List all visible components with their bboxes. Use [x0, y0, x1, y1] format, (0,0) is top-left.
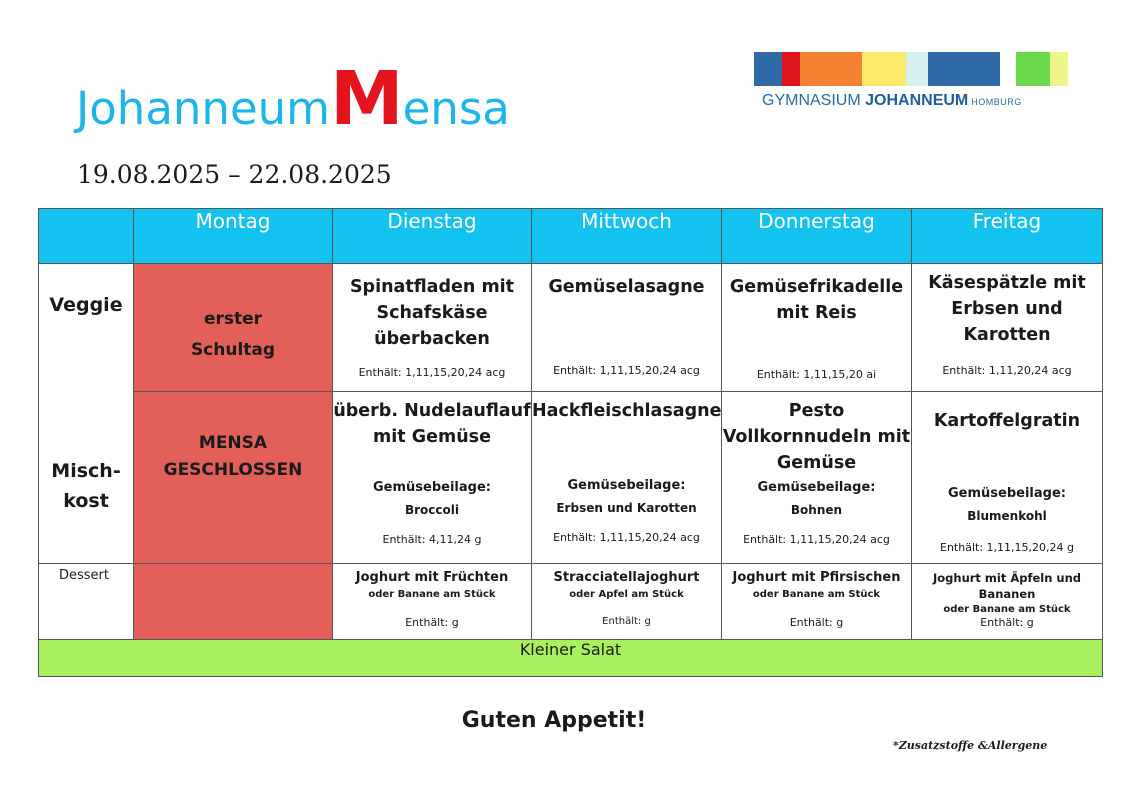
logo-bar [800, 52, 862, 86]
logo-color-bars [754, 52, 1070, 86]
allergen-info: Enthält: 4,11,24 g [382, 533, 482, 546]
logo-bar [754, 52, 782, 86]
page-title [76, 56, 510, 142]
dessert-alternative: oder Banane am Stück [943, 604, 1071, 615]
monday-dessert-cell [134, 564, 333, 640]
mensa-closed-line1: MENSA [198, 433, 268, 453]
dish-name: Kartoffelgratin [933, 411, 1081, 431]
side-dish-value: Broccoli [404, 503, 459, 517]
side-dish-label: Gemüsebeilage: [757, 480, 876, 495]
logo-text-homburg: HOMBURG [968, 97, 1022, 107]
menu-cell [912, 564, 1103, 640]
header-corner [39, 209, 134, 264]
day-header: Freitag [912, 209, 1103, 264]
title-letter-m: M [329, 56, 403, 142]
side-dish-value: Erbsen und Karotten [556, 501, 697, 515]
menu-cell [722, 564, 912, 640]
day-header: Dienstag [333, 209, 532, 264]
side-dish-value: Blumenkohl [967, 509, 1047, 523]
logo-bar [1016, 52, 1050, 86]
dish-name: Hackfleischlasagne [532, 401, 722, 421]
school-logo [754, 52, 1070, 109]
allergen-info: Enthält: 1,11,15,20,24 acg [358, 366, 506, 379]
dish-name: Spinatfladen mit Schafskäse überbacken [349, 277, 515, 349]
dessert-name: Stracciatellajoghurt [553, 570, 700, 585]
allergen-info: Enthält: 1,11,15,20,24 acg [743, 533, 890, 546]
dessert-name: Joghurt mit Pfirsischen [732, 570, 901, 585]
table-row-mischkost [39, 392, 1103, 564]
day-header: Mittwoch [532, 209, 722, 264]
menu-cell [333, 264, 532, 392]
day-header: Donnerstag [722, 209, 912, 264]
row-label-cell [39, 264, 134, 564]
logo-bar [906, 52, 928, 86]
allergen-info: Enthält: g [789, 616, 844, 629]
menu-cell [532, 264, 722, 392]
title-part-johanneum: Johanneum [76, 82, 330, 135]
monday-note-line2: Schultag [190, 340, 276, 360]
allergen-info: Enthält: 1,11,15,20,24 acg [553, 364, 700, 377]
allergen-info: Enthält: 1,11,15,20,24 acg [553, 531, 700, 544]
menu-cell [333, 392, 532, 564]
menu-cell [532, 392, 722, 564]
dish-name: überb. Nudelauflauf mit Gemüse [333, 401, 531, 447]
menu-cell [722, 264, 912, 392]
allergen-info: Enthält: 1,11,15,20 ai [756, 368, 877, 381]
logo-bar [1050, 52, 1068, 86]
allergen-info: Enthält: g [602, 616, 651, 627]
dessert-alternative: oder Banane am Stück [368, 589, 496, 600]
table-row-dessert [39, 564, 1103, 640]
monday-note-line1: erster [203, 309, 263, 329]
side-dish-label: Gemüsebeilage: [373, 480, 491, 495]
table-row-veggie [39, 264, 1103, 392]
dish-name: Gemüsefrikadelle mit Reis [729, 277, 904, 323]
menu-cell [912, 264, 1103, 392]
logo-bar [782, 52, 800, 86]
dessert-alternative: oder Apfel am Stück [569, 589, 684, 600]
row-label-dessert: Dessert [59, 568, 109, 583]
monday-mischkost-cell [134, 392, 333, 564]
logo-text [762, 92, 1022, 110]
salad-banner: Kleiner Salat [39, 640, 1103, 677]
side-dish-label: Gemüsebeilage: [948, 486, 1066, 501]
dish-name: Pesto Vollkornnudeln mit Gemüse [722, 401, 911, 473]
logo-bar [862, 52, 906, 86]
menu-cell [722, 392, 912, 564]
dessert-name: Joghurt mit Früchten [355, 570, 509, 585]
row-label-mischkost: Misch- kost [51, 460, 121, 512]
monday-veggie-cell [134, 264, 333, 392]
logo-text-gymnasium: GYMNASIUM [762, 92, 866, 109]
dish-name: Käsespätzle mit Erbsen und Karotten [928, 273, 1086, 345]
dessert-alternative: oder Banane am Stück [752, 589, 881, 600]
date-range: 19.08.2025 – 22.08.2025 [77, 160, 392, 189]
side-dish-label: Gemüsebeilage: [567, 478, 686, 493]
logo-bar [928, 52, 1000, 86]
menu-cell [912, 392, 1103, 564]
menu-cell [333, 564, 532, 640]
menu-cell [532, 564, 722, 640]
title-part-ensa: ensa [402, 82, 510, 135]
row-label-veggie: Veggie [49, 294, 123, 316]
allergen-info: Enthält: g [980, 616, 1034, 629]
allergen-info: Enthält: 1,11,15,20,24 g [940, 541, 1074, 554]
mensa-closed-line2: GESCHLOSSEN [163, 460, 303, 480]
side-dish-value: Bohnen [790, 503, 843, 517]
allergen-info: Enthält: 1,11,20,24 acg [942, 364, 1072, 377]
day-header: Montag [134, 209, 333, 264]
dessert-name: Joghurt mit Äpfeln und Bananen [932, 571, 1082, 601]
table-header-row [39, 209, 1103, 264]
dish-name: Gemüselasagne [548, 277, 705, 297]
allergen-info: Enthält: g [405, 616, 459, 629]
greeting: Guten Appetit! [461, 708, 647, 733]
menu-table [38, 208, 1103, 677]
footnote: *Zusatzstoffe &Allergene [893, 739, 1048, 752]
logo-text-johanneum: JOHANNEUM [865, 92, 969, 109]
table-row-salad [39, 640, 1103, 677]
row-label-cell [39, 564, 134, 640]
